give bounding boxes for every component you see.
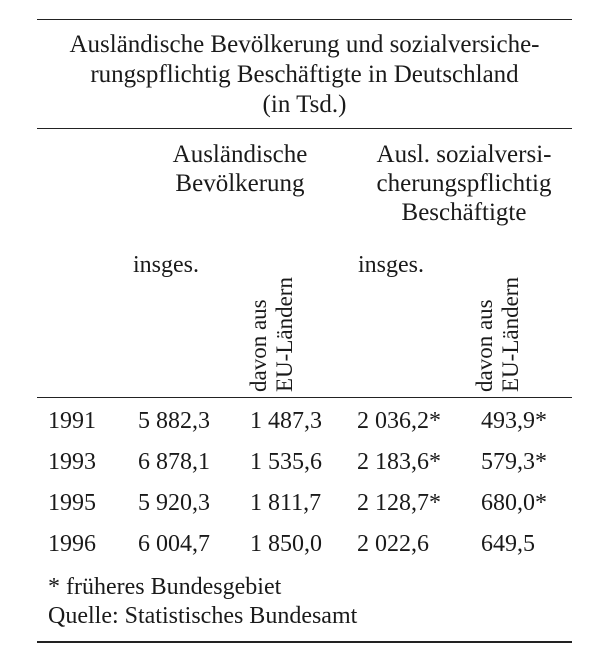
- subheader-line: davon aus: [246, 299, 271, 392]
- cell-year: 1995: [48, 490, 96, 516]
- cell-besch-total: 2 022,6: [357, 531, 429, 557]
- group-header-beschaeftigte: [358, 140, 570, 227]
- bottom-rule: [37, 641, 572, 643]
- cell-besch-total: 2 036,2*: [357, 408, 441, 434]
- title-line: Ausländische Bevölkerung und sozialversiche-: [69, 31, 540, 58]
- header-rule: [37, 397, 572, 398]
- footnote-asterisk: * früheres Bundesgebiet: [48, 574, 282, 600]
- subheader-insges-bevoelkerung: insges.: [133, 252, 199, 278]
- title-rule: [37, 128, 572, 129]
- cell-bev-total: 5 882,3: [138, 408, 210, 434]
- cell-bev-total: 6 004,7: [138, 531, 210, 557]
- cell-besch-eu: 579,3*: [481, 449, 547, 475]
- group-header-line: Ausländische: [172, 141, 308, 168]
- cell-besch-eu: 649,5: [481, 531, 535, 557]
- cell-bev-eu: 1 811,7: [250, 490, 322, 516]
- cell-besch-eu: 493,9*: [481, 408, 547, 434]
- group-header-line: Beschäftigte: [401, 199, 527, 226]
- group-header-line: cherungspflichtig: [376, 170, 552, 197]
- group-header-line: Ausl. sozialversi-: [376, 141, 552, 168]
- subheader-line: davon aus: [472, 299, 497, 392]
- subheader-davon-eu-bevoelkerung: [246, 277, 298, 392]
- subheader-davon-eu-beschaeftigte: [472, 277, 524, 392]
- group-header-bevoelkerung: [140, 140, 340, 198]
- cell-besch-total: 2 128,7*: [357, 490, 441, 516]
- cell-year: 1993: [48, 449, 96, 475]
- footnote-source: Quelle: Statistisches Bundesamt: [48, 603, 358, 629]
- table-title: [37, 30, 572, 120]
- cell-besch-eu: 680,0*: [481, 490, 547, 516]
- title-line: (in Tsd.): [262, 91, 347, 118]
- cell-bev-eu: 1 535,6: [250, 449, 322, 475]
- subheader-insges-beschaeftigte: insges.: [358, 252, 424, 278]
- cell-besch-total: 2 183,6*: [357, 449, 441, 475]
- title-line: rungspflichtig Beschäftigte in Deutschland: [90, 61, 519, 88]
- cell-year: 1996: [48, 531, 96, 557]
- subheader-line: EU-Ländern: [498, 277, 523, 392]
- cell-bev-eu: 1 487,3: [250, 408, 322, 434]
- cell-bev-eu: 1 850,0: [250, 531, 322, 557]
- top-rule: [37, 19, 572, 20]
- cell-year: 1991: [48, 408, 96, 434]
- subheader-line: EU-Ländern: [272, 277, 297, 392]
- cell-bev-total: 5 920,3: [138, 490, 210, 516]
- group-header-line: Bevölkerung: [175, 170, 305, 197]
- cell-bev-total: 6 878,1: [138, 449, 210, 475]
